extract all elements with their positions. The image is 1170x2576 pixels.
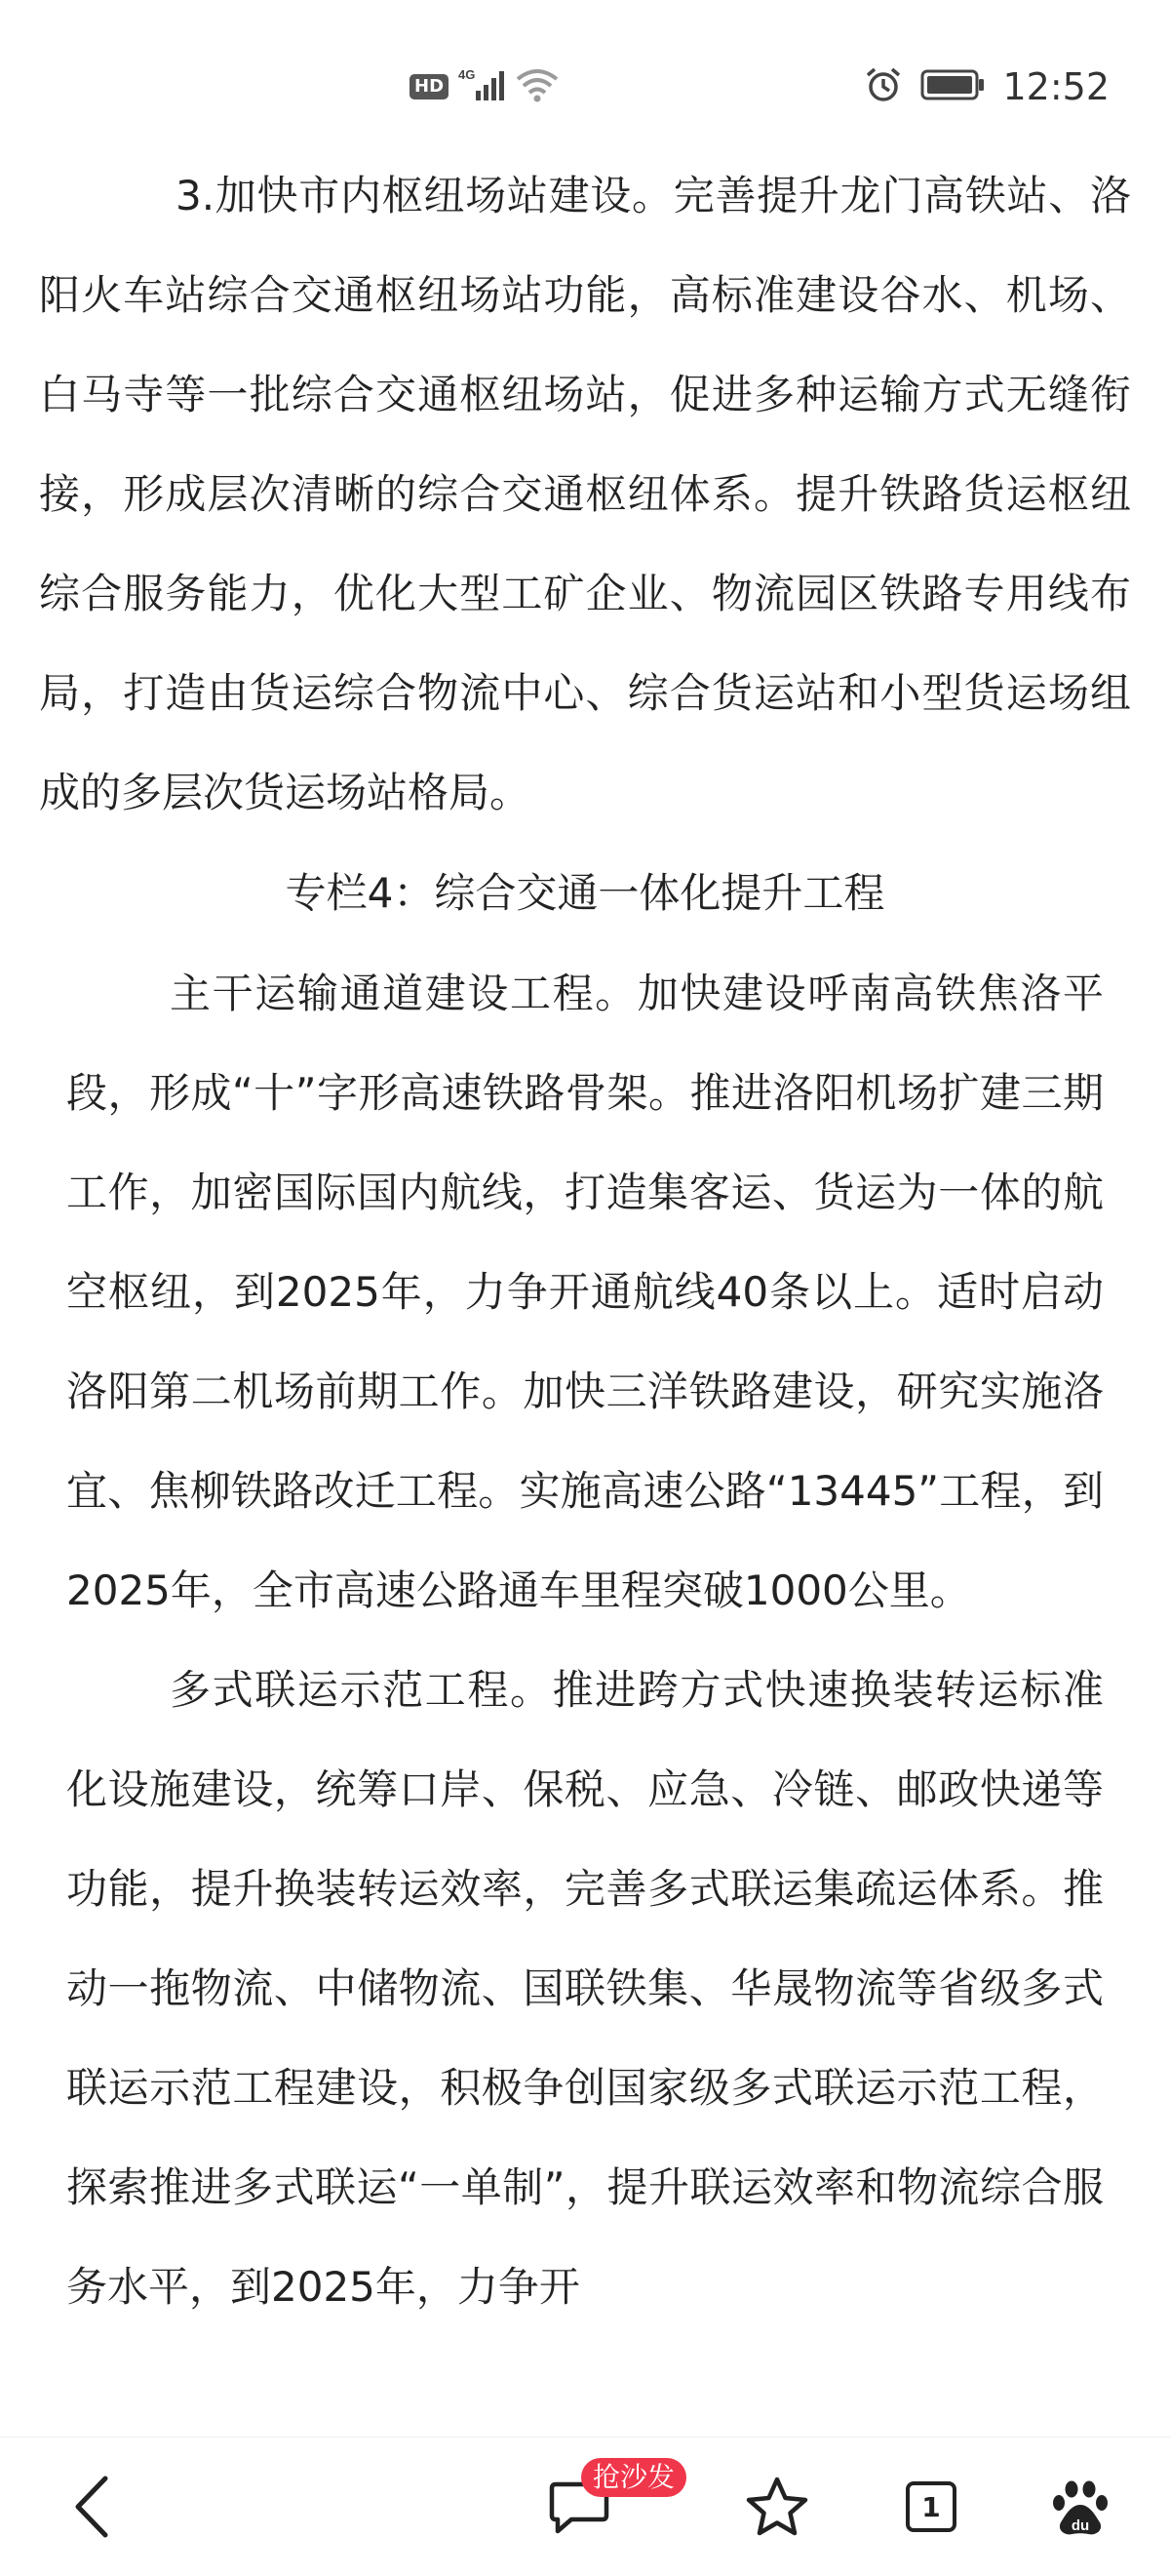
alarm-icon: [864, 65, 903, 108]
back-button[interactable]: [58, 2437, 127, 2576]
paragraph-hub-construction: 3.加快市内枢纽场站建设。完善提升龙门高铁站、洛阳火车站综合交通枢纽场站功能，高标准建设谷水、机场、白马寺等一批综合交通枢纽场站，促进多种运输方式无缝衔接，形成层次清晰的综合交通枢纽体系。提升铁路货运枢纽综合服务能力，优化大型工矿企业、物流园区铁路专用线布局，打造由货运综合物流中心、综合货运站和小型货运场组成的多层次货运场站格局。: [39, 172, 1131, 816]
star-icon: [745, 2476, 809, 2538]
tab-count: 1: [921, 2490, 941, 2523]
baidu-paw-icon: [1049, 2476, 1112, 2538]
clock: 12:52: [1002, 65, 1110, 108]
wifi-icon: [515, 65, 560, 108]
status-bar: [0, 0, 1170, 127]
baidu-button[interactable]: [1041, 2437, 1119, 2576]
favorite-button[interactable]: [741, 2437, 813, 2576]
svg-text:du: du: [1071, 2517, 1090, 2534]
comment-badge[interactable]: 抢沙发: [581, 2458, 686, 2497]
article-body: [0, 146, 1170, 2337]
tabs-icon: [906, 2481, 956, 2532]
signal-icon: [458, 65, 505, 108]
status-icons-network: [410, 62, 560, 111]
hd-badge: HD: [410, 74, 448, 99]
battery-icon: [920, 67, 985, 106]
back-arrow-icon: [68, 2473, 117, 2541]
bottom-nav-bar: [0, 2437, 1170, 2576]
column-paragraph-multimodal: 多式联运示范工程。推进跨方式快速换装转运标准化设施建设，统筹口岸、保税、应急、冷链、邮政快递等功能，提升换装转运效率，完善多式联运集疏运体系。推动一拖物流、中储物流、国联铁集、华晟物流等省级多式联运示范工程建设，积极争创国家级多式联运示范工程，探索推进多式联运“一单制”，提升联运效率和物流综合服务水平，到2025年，力争开: [66, 1666, 1104, 2311]
signal-label: 4G: [458, 67, 476, 82]
tabs-button[interactable]: [897, 2437, 965, 2576]
column-title: 专栏4：综合交通一体化提升工程: [285, 869, 885, 917]
status-icons-system: [864, 60, 1110, 113]
column-paragraph-main-corridor: 主干运输通道建设工程。加快建设呼南高铁焦洛平段，形成“十”字形高速铁路骨架。推进洛阳机场扩建三期工作，加密国际国内航线，打造集客运、货运为一体的航空枢纽，到2025年，力争开通航线40条以上。适时启动洛阳第二机场前期工作。加快三洋铁路建设，研究实施洛宜、焦柳铁路改迁工程。实施高速公路“13445”工程，到2025年，全市高速公路通车里程突破1000公里。: [66, 970, 1104, 1614]
